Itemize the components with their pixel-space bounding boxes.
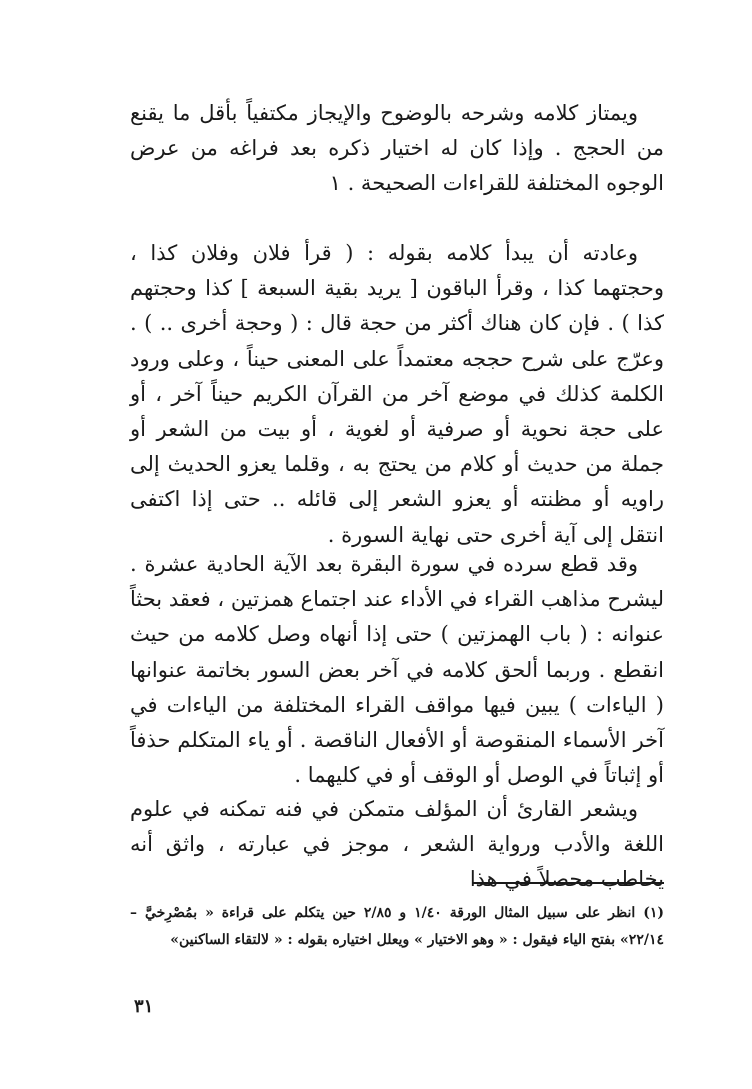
- paragraph-1: ويمتاز كلامه وشرحه بالوضوح والإيجاز مكتفياً بأقل ما يقنع من الحجج . وإذا كان له اختيار ذكره بعد فراغه من عرض الوجوه المختلفة للقراءات الصحيحة . ١: [130, 101, 664, 196]
- footnote-divider: [472, 882, 664, 884]
- page-number: ٣١: [134, 996, 154, 1017]
- paragraph-2: وعادته أن يبدأ كلامه بقوله : ( قرأ فلان وفلان كذا ، وحجتهما كذا ، وقرأ الباقون [ يريد بقية السبعة ] كذا وحجتهم كذا ) . فإن كان هناك أكثر من حجة قال : ( وحجة أخرى .. ) . وعرّج على شرح حججه معتمداً على المعنى حيناً ، وعلى ورود الكلمة كذلك في موضع آخر من القرآن الكريم حيناً آخر ، أو على حجة نحوية أو صرفية أو لغوية ، أو بيت من الشعر أو جملة من حديث أو كلام من يحتج به ، وقلما يعزو الحديث إلى راويه أو مظنته أو يعزو الشعر إلى قائله .. حتى إذا اكتفى انتقل إلى آية أخرى حتى نهاية السورة .: [130, 241, 664, 547]
- footnote-1: (١) انظر على سبيل المثال الورقة ١/٤٠ و ٢/٨٥ حين يتكلم على قراءة « بمُصْرِخيَّ – ٢٢/١٤» بفتح الياء فيقول : « وهو الاختيار » ويعلل اختياره بقوله : « لالتقاء الساكنين»: [130, 905, 665, 948]
- paragraph-3: وقد قطع سرده في سورة البقرة بعد الآية الحادية عشرة . ليشرح مذاهب القراء في الأداء عند اجتماع همزتين ، فعقد بحثاً عنوانه : ( باب الهمزتين ) حتى إذا أنهاه وصل كلامه من حيث انقطع . وربما ألحق كلامه في آخر بعض السور بخاتمة عنوانها ( الياءات ) يبين فيها مواقف القراء المختلفة من الياءات في آخر الأسماء المنقوصة أو الأفعال الناقصة . أو ياء المتكلم حذفاً أو إثباتاً في الوصل أو الوقف أو في كليهما .: [130, 552, 664, 788]
- paragraph-4: ويشعر القارئ أن المؤلف متمكن في فنه تمكنه في علوم اللغة والأدب ورواية الشعر ، موجز في عبارته ، واثق أنه يخاطب محصلاً في هذا: [130, 797, 664, 892]
